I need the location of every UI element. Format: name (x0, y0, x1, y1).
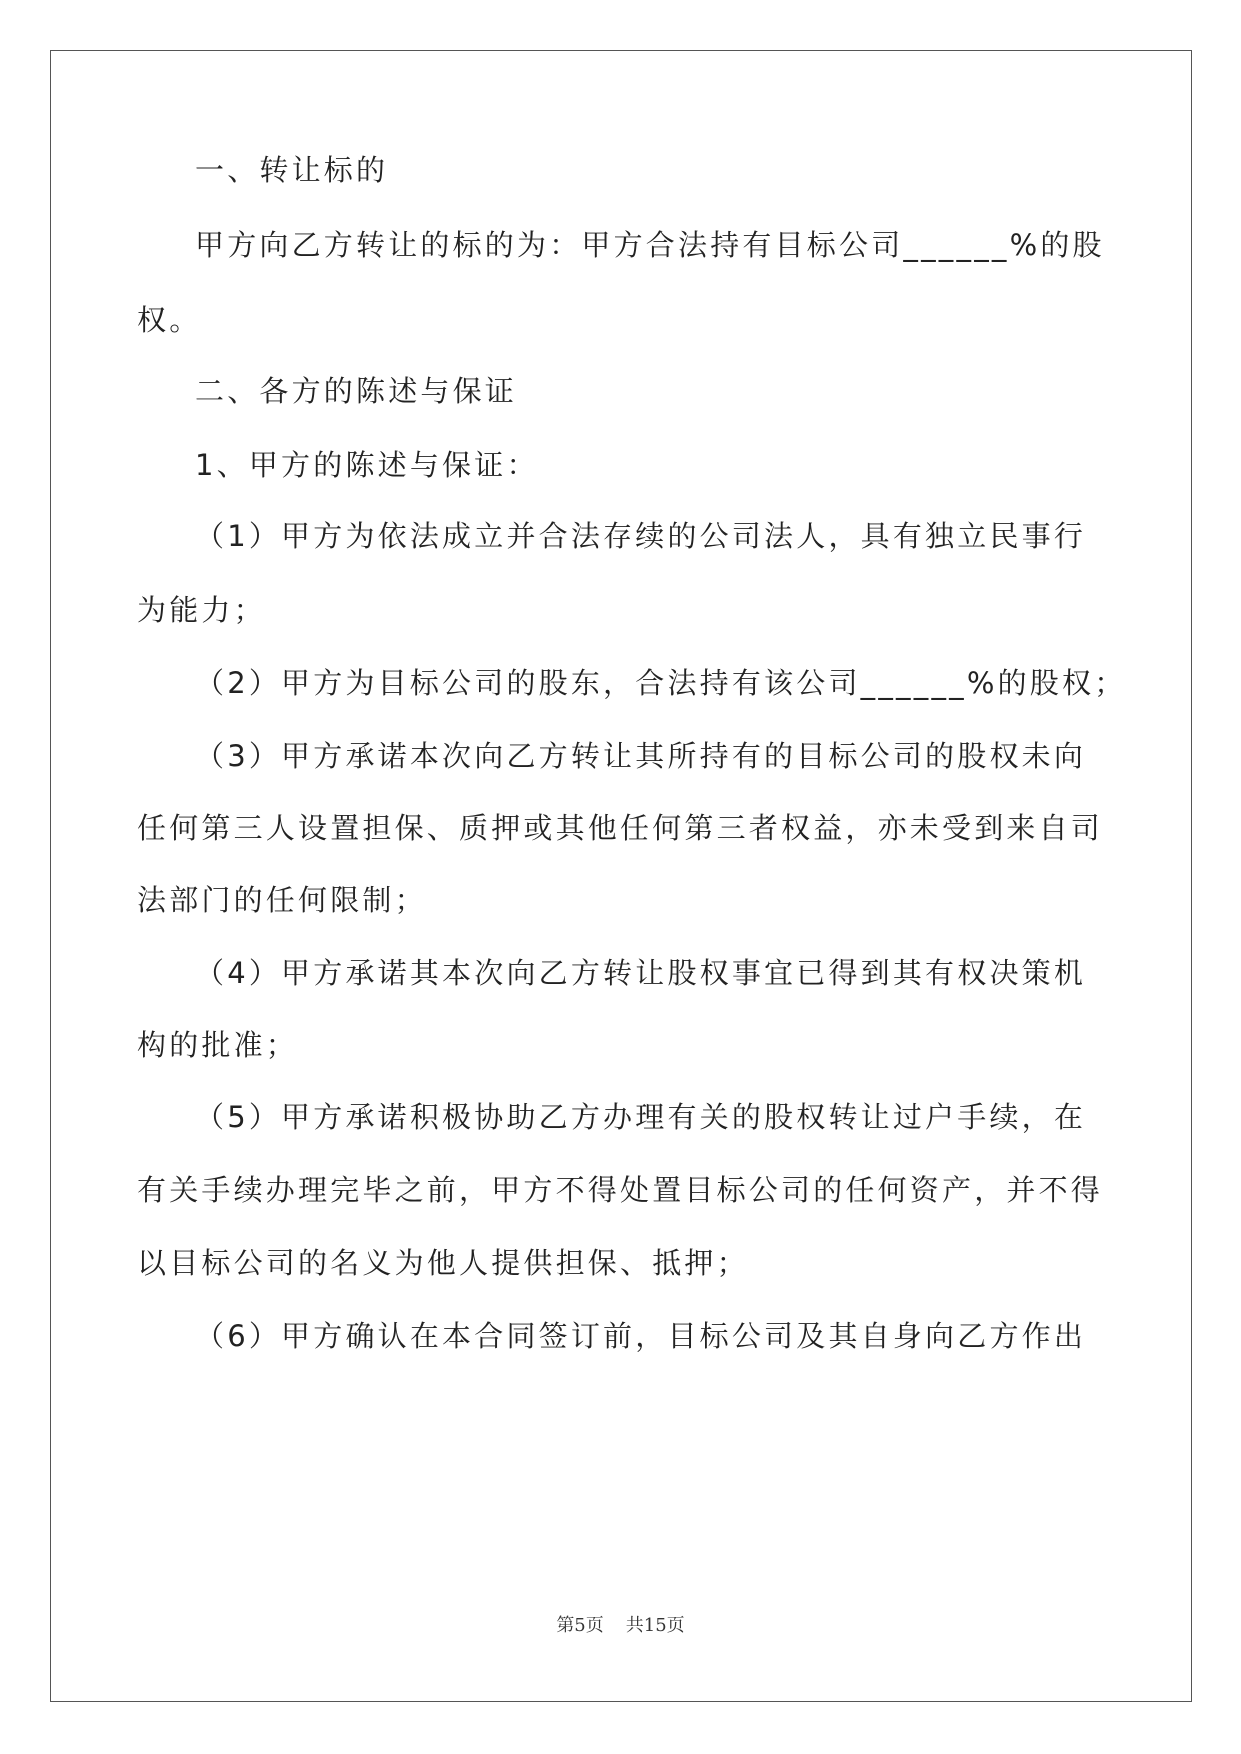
paragraph-line: 权。 (137, 303, 202, 337)
page-number-current: 第5页 (556, 1615, 604, 1636)
page-number-total: 共15页 (625, 1615, 685, 1636)
paragraph-line: （4）甲方承诺其本次向乙方转让股权事宜已得到其有权决策机 (195, 956, 1087, 990)
paragraph-line: （2）甲方为目标公司的股东，合法持有该公司______%的股权； (195, 666, 1127, 700)
paragraph-line: 为能力； (137, 593, 266, 627)
paragraph-line: 任何第三人设置担保、质押或其他任何第三者权益，亦未受到来自司 (137, 811, 1104, 845)
paragraph-line: 甲方向乙方转让的标的为：甲方合法持有目标公司______%的股 (195, 228, 1105, 262)
paragraph-line: （6）甲方确认在本合同签订前，目标公司及其自身向乙方作出 (195, 1319, 1087, 1353)
section-heading: 一、转让标的 (195, 153, 389, 187)
paragraph-line: 有关手续办理完毕之前，甲方不得处置目标公司的任何资产，并不得 (137, 1173, 1104, 1207)
section-heading: 二、各方的陈述与保证 (195, 374, 518, 408)
paragraph-line: （1）甲方为依法成立并合法存续的公司法人，具有独立民事行 (195, 519, 1087, 553)
paragraph-line: （5）甲方承诺积极协助乙方办理有关的股权转让过户手续，在 (195, 1100, 1087, 1134)
paragraph-line: 法部门的任何限制； (137, 883, 427, 917)
paragraph-line: （3）甲方承诺本次向乙方转让其所持有的目标公司的股权未向 (195, 739, 1087, 773)
page-border (50, 50, 1192, 1702)
subsection-heading: 1、甲方的陈述与保证： (195, 448, 539, 482)
page-footer (0, 1611, 1241, 1637)
paragraph-line: 以目标公司的名义为他人提供担保、抵押； (137, 1246, 749, 1280)
paragraph-line: 构的批准； (137, 1028, 299, 1062)
